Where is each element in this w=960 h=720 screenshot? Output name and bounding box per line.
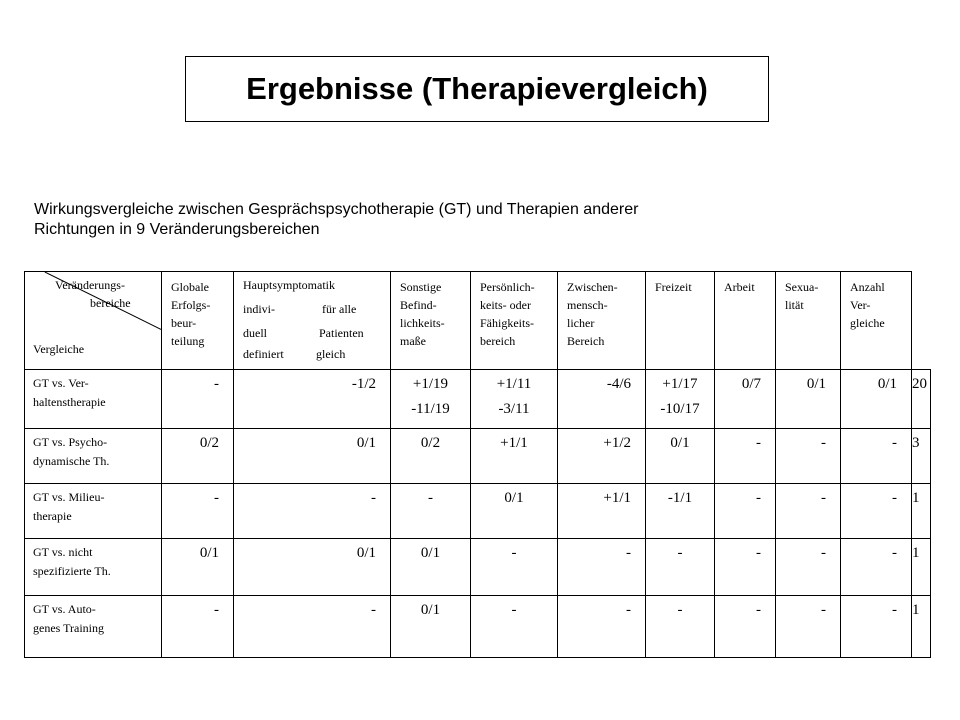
table-cell	[162, 370, 234, 429]
cell-value: -11/19	[411, 401, 450, 417]
cell-value: 0/1	[356, 435, 376, 451]
header-line: licher	[567, 316, 595, 330]
corner-label-bottom: Vergleiche	[33, 342, 85, 356]
table-cell	[912, 484, 931, 539]
header-zwischenmenschlich	[558, 272, 646, 370]
table-cell	[715, 429, 776, 484]
header-line: Zwischen-	[567, 280, 618, 294]
cell-value: -	[756, 545, 761, 561]
cell-value: -	[511, 602, 517, 618]
cell-value: -	[677, 545, 683, 561]
cell-value: 1	[912, 490, 920, 506]
header-line: Ver-	[850, 298, 871, 312]
row-label-line: GT vs. nicht	[33, 545, 93, 559]
header-haupt-alle-3: gleich	[316, 347, 346, 361]
header-line: Sonstige	[400, 280, 442, 294]
table-cell	[391, 484, 471, 539]
cell-value: -	[892, 545, 897, 561]
cell-value: -	[626, 545, 631, 561]
cell-value: -	[371, 490, 376, 506]
header-haupt-indiv-3: definiert	[243, 347, 284, 361]
title-box	[185, 56, 769, 122]
table-cell	[558, 370, 646, 429]
header-haupt-alle-1: für alle	[322, 302, 357, 316]
header-haupt-alle-2: Patienten	[319, 326, 364, 340]
header-globale	[162, 272, 234, 370]
cell-value: 1	[912, 602, 920, 618]
table-cell	[776, 429, 841, 484]
cell-value: -	[892, 490, 897, 506]
row-label-line: spezifizierte Th.	[33, 564, 111, 578]
row-label-line: genes Training	[33, 621, 105, 635]
header-line: keits- oder	[480, 298, 531, 312]
row-label	[25, 370, 162, 429]
cell-value: -	[821, 602, 826, 618]
table-cell	[715, 370, 776, 429]
header-persoenlichkeit	[471, 272, 558, 370]
cell-value: -	[214, 602, 219, 618]
table-cell	[912, 596, 931, 658]
table-cell	[471, 429, 558, 484]
header-sexualitaet	[776, 272, 841, 370]
header-freizeit	[646, 272, 715, 370]
cell-value: +1/1	[603, 490, 631, 506]
table-cell	[162, 484, 234, 539]
header-line: Arbeit	[724, 280, 755, 294]
table-cell	[715, 539, 776, 596]
row-label	[25, 429, 162, 484]
table-cell	[841, 429, 912, 484]
header-line: Befind-	[400, 298, 437, 312]
cell-value: 0/1	[199, 545, 219, 561]
subtitle	[34, 200, 794, 240]
table-cell	[391, 596, 471, 658]
cell-value: -	[821, 545, 826, 561]
row-label-line: haltenstherapie	[33, 395, 106, 409]
table-row	[25, 539, 931, 596]
row-label	[25, 539, 162, 596]
cell-value: 0/1	[504, 490, 524, 506]
cell-value: 0/2	[199, 435, 219, 451]
header-line: Anzahl	[850, 280, 885, 294]
cell-value: -4/6	[606, 376, 631, 392]
header-line: Erfolgs-	[171, 298, 211, 312]
table-cell	[471, 539, 558, 596]
header-hauptsymptomatik	[234, 272, 391, 370]
cell-value: -	[371, 602, 376, 618]
header-line: Sexua-	[785, 280, 819, 294]
row-label-line: GT vs. Ver-	[33, 376, 89, 390]
table-cell	[234, 596, 391, 658]
table-cell	[646, 596, 715, 658]
cell-value: 20	[912, 376, 927, 392]
cell-value: +1/2	[603, 435, 631, 451]
header-line: maße	[400, 334, 426, 348]
header-arbeit	[715, 272, 776, 370]
cell-value: -	[214, 376, 219, 392]
cell-value: 0/7	[741, 376, 761, 392]
header-anzahl	[841, 272, 912, 370]
cell-value: 0/1	[877, 376, 897, 392]
corner-cell	[25, 272, 162, 370]
cell-value: -	[821, 490, 826, 506]
row-label-line: dynamische Th.	[33, 454, 110, 468]
table-cell	[841, 484, 912, 539]
table-cell	[391, 370, 471, 429]
cell-value: -	[892, 602, 897, 618]
table-row	[25, 429, 931, 484]
cell-value: -	[626, 602, 631, 618]
header-haupt-title: Hauptsymptomatik	[243, 278, 335, 292]
table-cell	[776, 539, 841, 596]
table-cell	[391, 429, 471, 484]
table-cell	[558, 484, 646, 539]
header-line: Globale	[171, 280, 209, 294]
header-line: lität	[785, 298, 804, 312]
row-label-line: GT vs. Psycho-	[33, 435, 108, 449]
cell-value: -	[756, 490, 761, 506]
cell-value: +1/11	[496, 376, 532, 392]
table-cell	[841, 539, 912, 596]
table-cell	[471, 596, 558, 658]
table-cell	[776, 484, 841, 539]
comparison-table	[24, 271, 931, 658]
table-cell	[471, 484, 558, 539]
cell-value: -	[756, 602, 761, 618]
cell-value: -	[756, 435, 761, 451]
table-cell	[558, 596, 646, 658]
table-cell	[646, 484, 715, 539]
header-line: Fähigkeits-	[480, 316, 534, 330]
cell-value: 0/1	[420, 545, 441, 561]
table-cell	[912, 429, 931, 484]
cell-value: -10/17	[660, 401, 700, 417]
cell-value: 3	[912, 435, 920, 451]
cell-value: -3/11	[498, 401, 530, 417]
header-line: Freizeit	[655, 280, 692, 294]
table-cell	[646, 429, 715, 484]
table-cell	[776, 596, 841, 658]
cell-value: 0/1	[356, 545, 376, 561]
row-label	[25, 596, 162, 658]
table-cell	[558, 429, 646, 484]
header-row	[25, 272, 931, 370]
table-cell	[715, 596, 776, 658]
corner-label-top-2: bereiche	[90, 296, 131, 310]
table-cell	[776, 370, 841, 429]
table-cell	[841, 370, 912, 429]
cell-value: -1/1	[667, 490, 693, 506]
table-cell	[234, 370, 391, 429]
cell-value: -	[677, 602, 683, 618]
cell-value: +1/1	[500, 435, 528, 451]
table-cell	[841, 596, 912, 658]
cell-value: -1/2	[351, 376, 376, 392]
table-cell	[558, 539, 646, 596]
header-line: bereich	[480, 334, 516, 348]
table-cell	[912, 370, 931, 429]
table-cell	[162, 429, 234, 484]
page-title: Ergebnisse (Therapievergleich)	[246, 71, 708, 106]
table-cell	[234, 429, 391, 484]
cell-value: 0/1	[420, 602, 441, 618]
row-label	[25, 484, 162, 539]
header-line: Persönlich-	[480, 280, 535, 294]
header-sonstige	[391, 272, 471, 370]
table-row	[25, 484, 931, 539]
subtitle-line-2: Richtungen in 9 Veränderungsbereichen	[34, 221, 320, 238]
table-cell	[912, 539, 931, 596]
table-cell	[162, 539, 234, 596]
table-cell	[234, 484, 391, 539]
cell-value: 0/1	[806, 376, 826, 392]
row-label-line: GT vs. Auto-	[33, 602, 96, 616]
table-cell	[471, 370, 558, 429]
cell-value: +1/19	[412, 376, 449, 392]
table-row	[25, 596, 931, 658]
cell-value: -	[892, 435, 897, 451]
cell-value: -	[428, 490, 433, 506]
header-line: Bereich	[567, 334, 605, 348]
header-line: lichkeits-	[400, 316, 445, 330]
cell-value: -	[511, 545, 517, 561]
table-cell	[715, 484, 776, 539]
corner-label-top-1: Veränderungs-	[55, 278, 125, 292]
table-cell	[162, 596, 234, 658]
subtitle-line-1: Wirkungsvergleiche zwischen Gesprächspsychotherapie (GT) und Therapien anderer	[34, 201, 639, 218]
row-label-line: therapie	[33, 509, 72, 523]
header-line: beur-	[171, 316, 197, 330]
cell-value: 1	[912, 545, 920, 561]
table-cell	[646, 539, 715, 596]
table-cell	[234, 539, 391, 596]
table-cell	[391, 539, 471, 596]
cell-value: -	[821, 435, 826, 451]
table-row	[25, 370, 931, 429]
cell-value: 0/2	[420, 435, 441, 451]
row-label-line: GT vs. Milieu-	[33, 490, 105, 504]
cell-value: 0/1	[670, 435, 690, 451]
cell-value: -	[214, 490, 219, 506]
header-line: teilung	[171, 334, 205, 348]
cell-value: +1/17	[662, 376, 698, 392]
header-haupt-indiv-2: duell	[243, 326, 267, 340]
header-haupt-indiv-1: indivi-	[243, 302, 275, 316]
header-line: gleiche	[850, 316, 885, 330]
header-line: mensch-	[567, 298, 608, 312]
table-cell	[646, 370, 715, 429]
